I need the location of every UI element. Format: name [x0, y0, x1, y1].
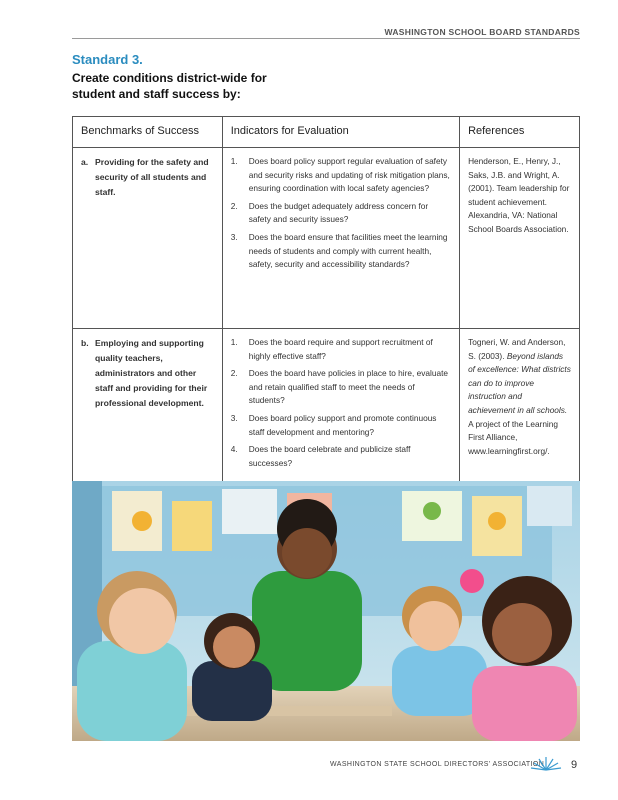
running-header: WASHINGTON SCHOOL BOARD STANDARDS — [384, 27, 580, 37]
benchmark-letter: a. — [81, 157, 89, 167]
indicator-number: 1. — [230, 156, 238, 166]
reference-tail: A project of the Learning First Alliance, www.learningfirst.org/. — [468, 418, 559, 456]
benchmarks-table — [72, 116, 580, 483]
reference-text: Henderson, E., Henry, J., Saks, J.B. and Wright, A. (2001). Team leadership for student achievement. Alexandria, VA: National School Boards Association. — [468, 156, 570, 234]
indicator-number: 4. — [230, 444, 238, 455]
table-row — [73, 148, 580, 329]
indicator-text: Does board policy support and promote continuous staff development and mentoring? — [248, 412, 437, 437]
indicator-number: 3. — [230, 412, 238, 423]
standard-title: Create conditions district-wide for student and staff success by: — [72, 71, 267, 101]
indicator-item — [231, 200, 451, 227]
reference-text: Togneri, W. and Anderson, S. (2003). — [468, 337, 566, 361]
reference-title: Beyond islands of excellence: What districts can do to improve instruction and achievement in all schools. — [468, 350, 571, 415]
column-header-references: References — [460, 117, 580, 148]
indicator-number: 2. — [230, 200, 238, 211]
column-header-benchmarks: Benchmarks of Success — [73, 117, 223, 148]
indicator-item — [231, 336, 451, 363]
footer-association: WASHINGTON STATE SCHOOL DIRECTORS' ASSOCIATION — [330, 761, 545, 768]
classroom-photo — [72, 481, 580, 741]
indicator-item — [231, 443, 451, 470]
indicator-text: Does the board require and support recruitment of highly effective staff? — [248, 337, 433, 361]
benchmark-text: Providing for the safety and security of all students and staff. — [95, 157, 209, 197]
reference-cell — [460, 148, 580, 329]
indicator-item — [231, 231, 451, 272]
indicator-number: 3. — [230, 231, 238, 242]
column-header-indicators: Indicators for Evaluation — [222, 117, 459, 148]
table-header-row — [73, 117, 580, 148]
indicator-text: Does the board ensure that facilities meet the learning needs of students and comply with current health, safety, security and accessibility standards? — [248, 231, 448, 270]
benchmark-letter: b. — [81, 338, 89, 348]
indicators-cell — [222, 148, 459, 329]
table-row — [73, 329, 580, 483]
indicator-item — [231, 367, 451, 408]
benchmark-cell — [73, 148, 223, 329]
sunburst-logo-icon — [530, 755, 562, 771]
indicator-item — [231, 412, 451, 439]
benchmark-text: Employing and supporting quality teachers, administrators and other staff and providing for their professional development. — [95, 338, 208, 408]
reference-cell — [460, 329, 580, 483]
page-number: 9 — [571, 759, 578, 771]
indicators-cell — [222, 329, 459, 483]
indicator-number: 1. — [230, 337, 238, 347]
benchmark-cell — [73, 329, 223, 483]
indicator-item — [231, 155, 451, 196]
indicator-text: Does the budget adequately address concern for safety and security issues? — [248, 200, 429, 225]
indicator-text: Does the board have policies in place to hire, evaluate and retain qualified staff to meet the needs of students? — [248, 368, 448, 406]
indicator-text: Does the board celebrate and publicize staff successes? — [248, 444, 411, 468]
indicator-text: Does board policy support regular evaluation of safety and security risks and updating of risk mitigation plans, ensuring coordination with local safety agencies? — [248, 156, 450, 194]
indicator-number: 2. — [230, 368, 238, 379]
standard-number: Standard 3. — [72, 52, 143, 67]
header-rule — [72, 38, 580, 39]
